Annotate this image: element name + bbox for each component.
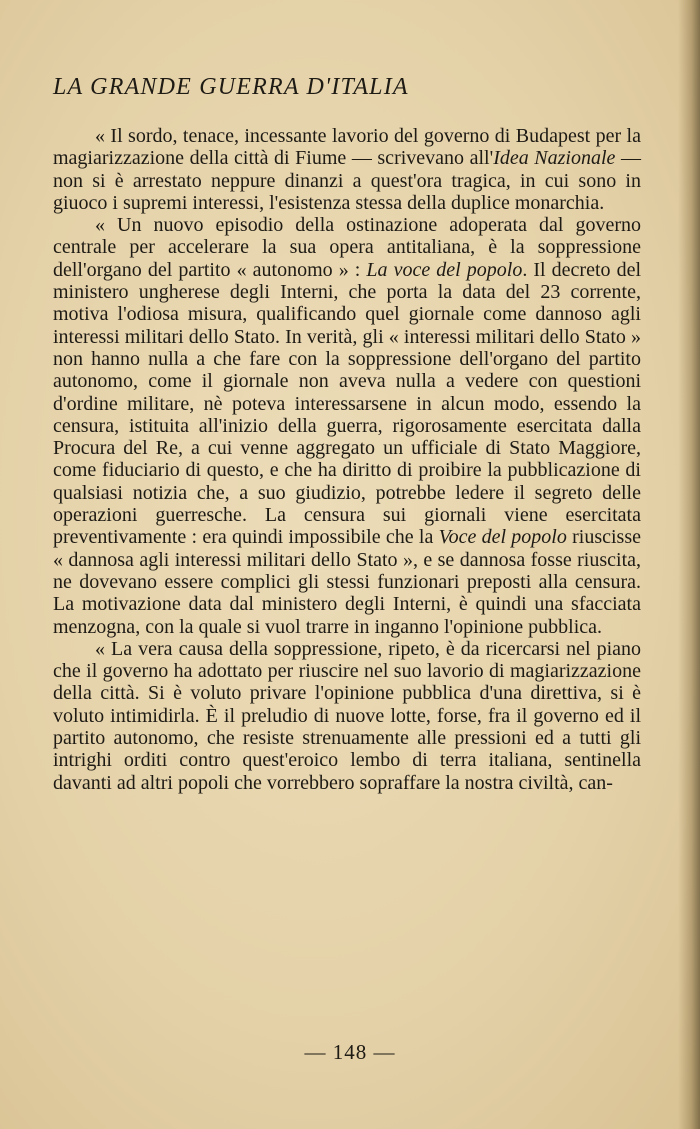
italic-title: Voce del popolo [438, 526, 567, 549]
text-run: « Il sordo, tenace, incessante lavorio del governo di Budapest per la magiarizzazione della città di Fiume — scrivevano all' [53, 125, 641, 170]
text-run: riuscisse « dannosa agli interessi militari dello Stato », e se dannosa fosse riuscita, ne dovevano essere complici gli stessi funzionari preposti alla censura. La motivazione data dal ministero degli Interni, è quindi una sfacciata menzogna, con la quale si vuol trarre in inganno l'opinione pubblica. [53, 526, 641, 638]
body-text [53, 125, 641, 794]
paragraph [53, 125, 641, 214]
paragraph [53, 638, 641, 794]
text-run: . Il decreto del ministero ungherese degli Interni, che porta la data del 23 corrente, motiva l'odiosa misura, qualificando quel giornale come dannoso agli interessi militari dello Stato. In verità, gli « interessi militari dello Stato » non hanno nulla a che fare con la soppressione dell'organo del partito autonomo, come il giornale non aveva nulla a vedere con questioni d'ordine militare, nè poteva interessarsene in alcun modo, essendo la censura, istituita all'inizio della guerra, rigorosamente esercitata dalla Procura del Re, a cui venne aggregato un ufficiale di Stato Maggiore, come fiduciario di questo, e che ha diritto di proibire la pubblicazione di qualsiasi notizia che, a suo giudizio, potrebbe ledere il segreto delle operazioni guerresche. La censura sui giornali viene esercitata preventivamente : era quindi impossibile che la [53, 258, 642, 549]
italic-title: Idea Nazionale [493, 147, 616, 170]
text-run: « Un nuovo episodio della ostinazione adoperata dal governo centrale per accelerare la sua opera antitaliana, è la soppressione dell'organo del partito « autonomo » : [53, 214, 641, 281]
running-head: LA GRANDE GUERRA D'ITALIA [53, 74, 409, 100]
text-run: — non si è arrestato neppure dinanzi a quest'ora tragica, in cui sono in giuoco i supremi interessi, l'esistenza stessa della duplice monarchia. [53, 147, 642, 214]
text-run: « La vera causa della soppressione, ripeto, è da ricercarsi nel piano che il governo ha adottato per riuscire nel suo lavorio di magiarizzazione della città. Si è voluto privare l'opinione pubblica d'una direttiva, si è voluto intimidirla. È il preludio di nuove lotte, forse, fra il governo ed il partito autonomo, che resiste strenuamente alle pressioni ed a tutti gli intrighi orditi contro quest'eroico lembo di terra italiana, sentinella davanti ad altri popoli che vorrebbero sopraffare la nostra civiltà, can- [53, 637, 641, 794]
book-page [53, 74, 641, 794]
italic-title: La voce del popolo [366, 258, 523, 281]
page-number: — 148 — [304, 1040, 396, 1064]
page-edge-shadow [678, 0, 700, 1129]
paragraph [53, 214, 641, 638]
